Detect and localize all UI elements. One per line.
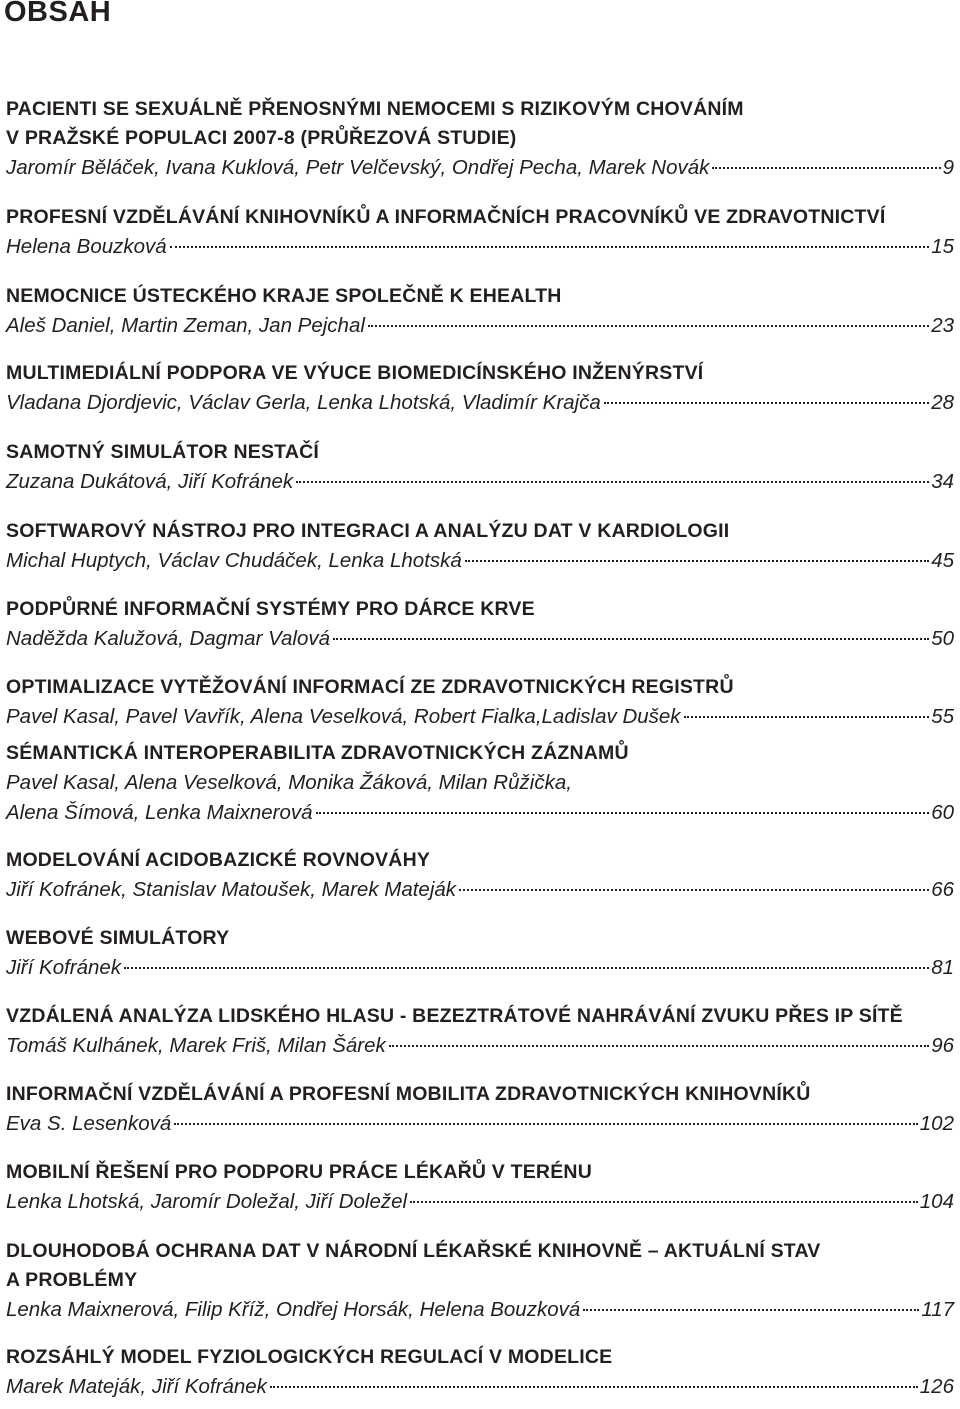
author-line: Aleš Daniel, Martin Zeman, Jan Pejchal xyxy=(6,314,365,337)
entry-title: SOFTWAROVÝ NÁSTROJ PRO INTEGRACI A ANALÝZU DAT V KARDIOLOGII xyxy=(6,520,730,542)
toc-entry[interactable] xyxy=(6,95,954,183)
dot-leader xyxy=(270,1386,918,1388)
dot-leader xyxy=(389,1045,929,1047)
author-line: Jiří Kofránek xyxy=(6,956,122,979)
toc-entry[interactable] xyxy=(6,924,954,983)
entry-title: MOBILNÍ ŘEŠENÍ PRO PODPORU PRÁCE LÉKAŘŮ V TERÉNU xyxy=(6,1161,592,1183)
author-leader-line xyxy=(6,1109,954,1139)
page-number: 81 xyxy=(931,956,954,979)
page-number: 102 xyxy=(919,1112,954,1135)
author-leader-line xyxy=(6,311,954,341)
entry-authors xyxy=(6,232,954,262)
dot-leader xyxy=(174,1123,918,1125)
entry-authors xyxy=(6,875,954,905)
entry-title: MODELOVÁNÍ ACIDOBAZICKÉ ROVNOVÁHY xyxy=(6,849,431,871)
author-line: Zuzana Dukátová, Jiří Kofránek xyxy=(6,470,294,493)
entry-title: PACIENTI SE SEXUÁLNĚ PŘENOSNÝMI NEMOCEMI S RIZIKOVÝM CHOVÁNÍM xyxy=(6,98,744,120)
toc-entry[interactable] xyxy=(6,1002,954,1061)
toc-entry[interactable] xyxy=(6,359,954,418)
dot-leader xyxy=(170,246,930,248)
author-leader-line xyxy=(6,1295,954,1325)
page-number: 117 xyxy=(921,1298,954,1321)
page-number: 34 xyxy=(931,470,954,493)
author-line: Alena Šímová, Lenka Maixnerová xyxy=(6,801,313,824)
entry-title: NEMOCNICE ÚSTECKÉHO KRAJE SPOLEČNĚ K EHEALTH xyxy=(6,285,562,307)
author-leader-line xyxy=(6,798,954,828)
toc-entry[interactable] xyxy=(6,1343,954,1402)
toc-entry[interactable] xyxy=(6,1080,954,1139)
entry-title: ROZSÁHLÝ MODEL FYZIOLOGICKÝCH REGULACÍ V MODELICE xyxy=(6,1346,613,1368)
entry-authors xyxy=(6,1295,954,1325)
entry-authors xyxy=(6,467,954,497)
entry-title: PROFESNÍ VZDĚLÁVÁNÍ KNIHOVNÍKŮ A INFORMAČNÍCH PRACOVNÍKŮ VE ZDRAVOTNICTVÍ xyxy=(6,206,886,228)
author-line: Helena Bouzková xyxy=(6,235,167,258)
author-leader-line xyxy=(6,546,954,576)
dot-leader xyxy=(410,1201,918,1203)
entry-title: A PROBLÉMY xyxy=(6,1269,138,1291)
entry-title: WEBOVÉ SIMULÁTORY xyxy=(6,927,230,949)
page-title: OBSAH xyxy=(4,0,112,28)
toc-entry[interactable] xyxy=(6,438,954,497)
entry-title: OPTIMALIZACE VYTĚŽOVÁNÍ INFORMACÍ ZE ZDRAVOTNICKÝCH REGISTRŮ xyxy=(6,676,734,698)
entry-title: PODPŮRNÉ INFORMAČNÍ SYSTÉMY PRO DÁRCE KRVE xyxy=(6,598,535,620)
author-leader-line xyxy=(6,1031,954,1061)
author-line: Marek Mateják, Jiří Kofránek xyxy=(6,1375,267,1398)
author-leader-line xyxy=(6,702,954,732)
toc-entry[interactable] xyxy=(6,203,954,262)
dot-leader xyxy=(368,325,929,327)
dot-leader xyxy=(465,560,929,562)
entry-authors xyxy=(6,702,954,732)
author-line: Michal Huptych, Václav Chudáček, Lenka Lhotská xyxy=(6,549,462,572)
dot-leader xyxy=(583,1309,919,1311)
author-leader-line xyxy=(6,624,954,654)
dot-leader xyxy=(124,967,929,969)
entry-authors xyxy=(6,1187,954,1217)
author-line: Jaromír Běláček, Ivana Kuklová, Petr Velčevský, Ondřej Pecha, Marek Novák xyxy=(6,156,710,179)
entry-title: INFORMAČNÍ VZDĚLÁVÁNÍ A PROFESNÍ MOBILITA ZDRAVOTNICKÝCH KNIHOVNÍKŮ xyxy=(6,1083,811,1105)
entry-authors xyxy=(6,768,954,828)
page-number: 126 xyxy=(919,1375,954,1398)
entry-title: MULTIMEDIÁLNÍ PODPORA VE VÝUCE BIOMEDICÍNSKÉHO INŽENÝRSTVÍ xyxy=(6,362,704,384)
entry-authors xyxy=(6,311,954,341)
toc-entry[interactable] xyxy=(6,739,954,828)
author-leader-line xyxy=(6,467,954,497)
author-leader-line xyxy=(6,1187,954,1217)
toc-entry[interactable] xyxy=(6,1237,954,1325)
page-number: 50 xyxy=(931,627,954,650)
toc-entry[interactable] xyxy=(6,1158,954,1217)
entry-authors xyxy=(6,1031,954,1061)
author-line: Lenka Maixnerová, Filip Kříž, Ondřej Horsák, Helena Bouzková xyxy=(6,1298,581,1321)
entry-title: VZDÁLENÁ ANALÝZA LIDSKÉHO HLASU - BEZEZTRÁTOVÉ NAHRÁVÁNÍ ZVUKU PŘES IP SÍTĚ xyxy=(6,1005,903,1027)
author-leader-line xyxy=(6,232,954,262)
entry-title: DLOUHODOBÁ OCHRANA DAT V NÁRODNÍ LÉKAŘSKÉ KNIHOVNĚ – AKTUÁLNÍ STAV xyxy=(6,1240,821,1262)
dot-leader xyxy=(333,638,929,640)
entry-authors xyxy=(6,1372,954,1402)
page-number: 45 xyxy=(931,549,954,572)
author-line: Vladana Djordjevic, Václav Gerla, Lenka Lhotská, Vladimír Krajča xyxy=(6,391,601,414)
author-line: Pavel Kasal, Pavel Vavřík, Alena Veselková, Robert Fialka,Ladislav Dušek xyxy=(6,705,681,728)
entry-title: SÉMANTICKÁ INTEROPERABILITA ZDRAVOTNICKÝCH ZÁZNAMŮ xyxy=(6,742,629,764)
page-number: 104 xyxy=(919,1190,954,1213)
entry-authors xyxy=(6,624,954,654)
toc-entry[interactable] xyxy=(6,517,954,576)
entry-authors xyxy=(6,953,954,983)
author-leader-line xyxy=(6,953,954,983)
dot-leader xyxy=(459,889,929,891)
author-line: Jiří Kofránek, Stanislav Matoušek, Marek Mateják xyxy=(6,878,457,901)
page-number: 66 xyxy=(931,878,954,901)
dot-leader xyxy=(316,812,930,814)
dot-leader xyxy=(296,481,929,483)
toc-entry[interactable] xyxy=(6,282,954,341)
entry-authors xyxy=(6,153,954,183)
dot-leader xyxy=(684,716,930,718)
entry-authors xyxy=(6,388,954,418)
page-number: 15 xyxy=(931,235,954,258)
author-leader-line xyxy=(6,1372,954,1402)
entry-title: SAMOTNÝ SIMULÁTOR NESTAČÍ xyxy=(6,441,320,463)
author-line: Naděžda Kalužová, Dagmar Valová xyxy=(6,627,331,650)
toc-entry[interactable] xyxy=(6,673,954,732)
entry-authors xyxy=(6,546,954,576)
page-number: 9 xyxy=(942,156,954,179)
page-number: 55 xyxy=(931,705,954,728)
dot-leader xyxy=(712,167,940,169)
author-leader-line xyxy=(6,388,954,418)
page-number: 96 xyxy=(931,1034,954,1057)
page-number: 23 xyxy=(931,314,954,337)
author-leader-line xyxy=(6,153,954,183)
entry-title: V PRAŽSKÉ POPULACI 2007-8 (PRŮŘEZOVÁ STUDIE) xyxy=(6,127,517,149)
author-line: Pavel Kasal, Alena Veselková, Monika Žáková, Milan Růžička, xyxy=(6,771,572,794)
page-number: 60 xyxy=(931,801,954,824)
author-line: Tomáš Kulhánek, Marek Friš, Milan Šárek xyxy=(6,1034,386,1057)
entry-authors xyxy=(6,1109,954,1139)
dot-leader xyxy=(604,402,929,404)
toc-entry[interactable] xyxy=(6,846,954,905)
author-leader-line xyxy=(6,875,954,905)
author-line: Eva S. Lesenková xyxy=(6,1112,172,1135)
author-line: Lenka Lhotská, Jaromír Doležal, Jiří Doležel xyxy=(6,1190,408,1213)
page-number: 28 xyxy=(931,391,954,414)
toc-entry[interactable] xyxy=(6,595,954,654)
